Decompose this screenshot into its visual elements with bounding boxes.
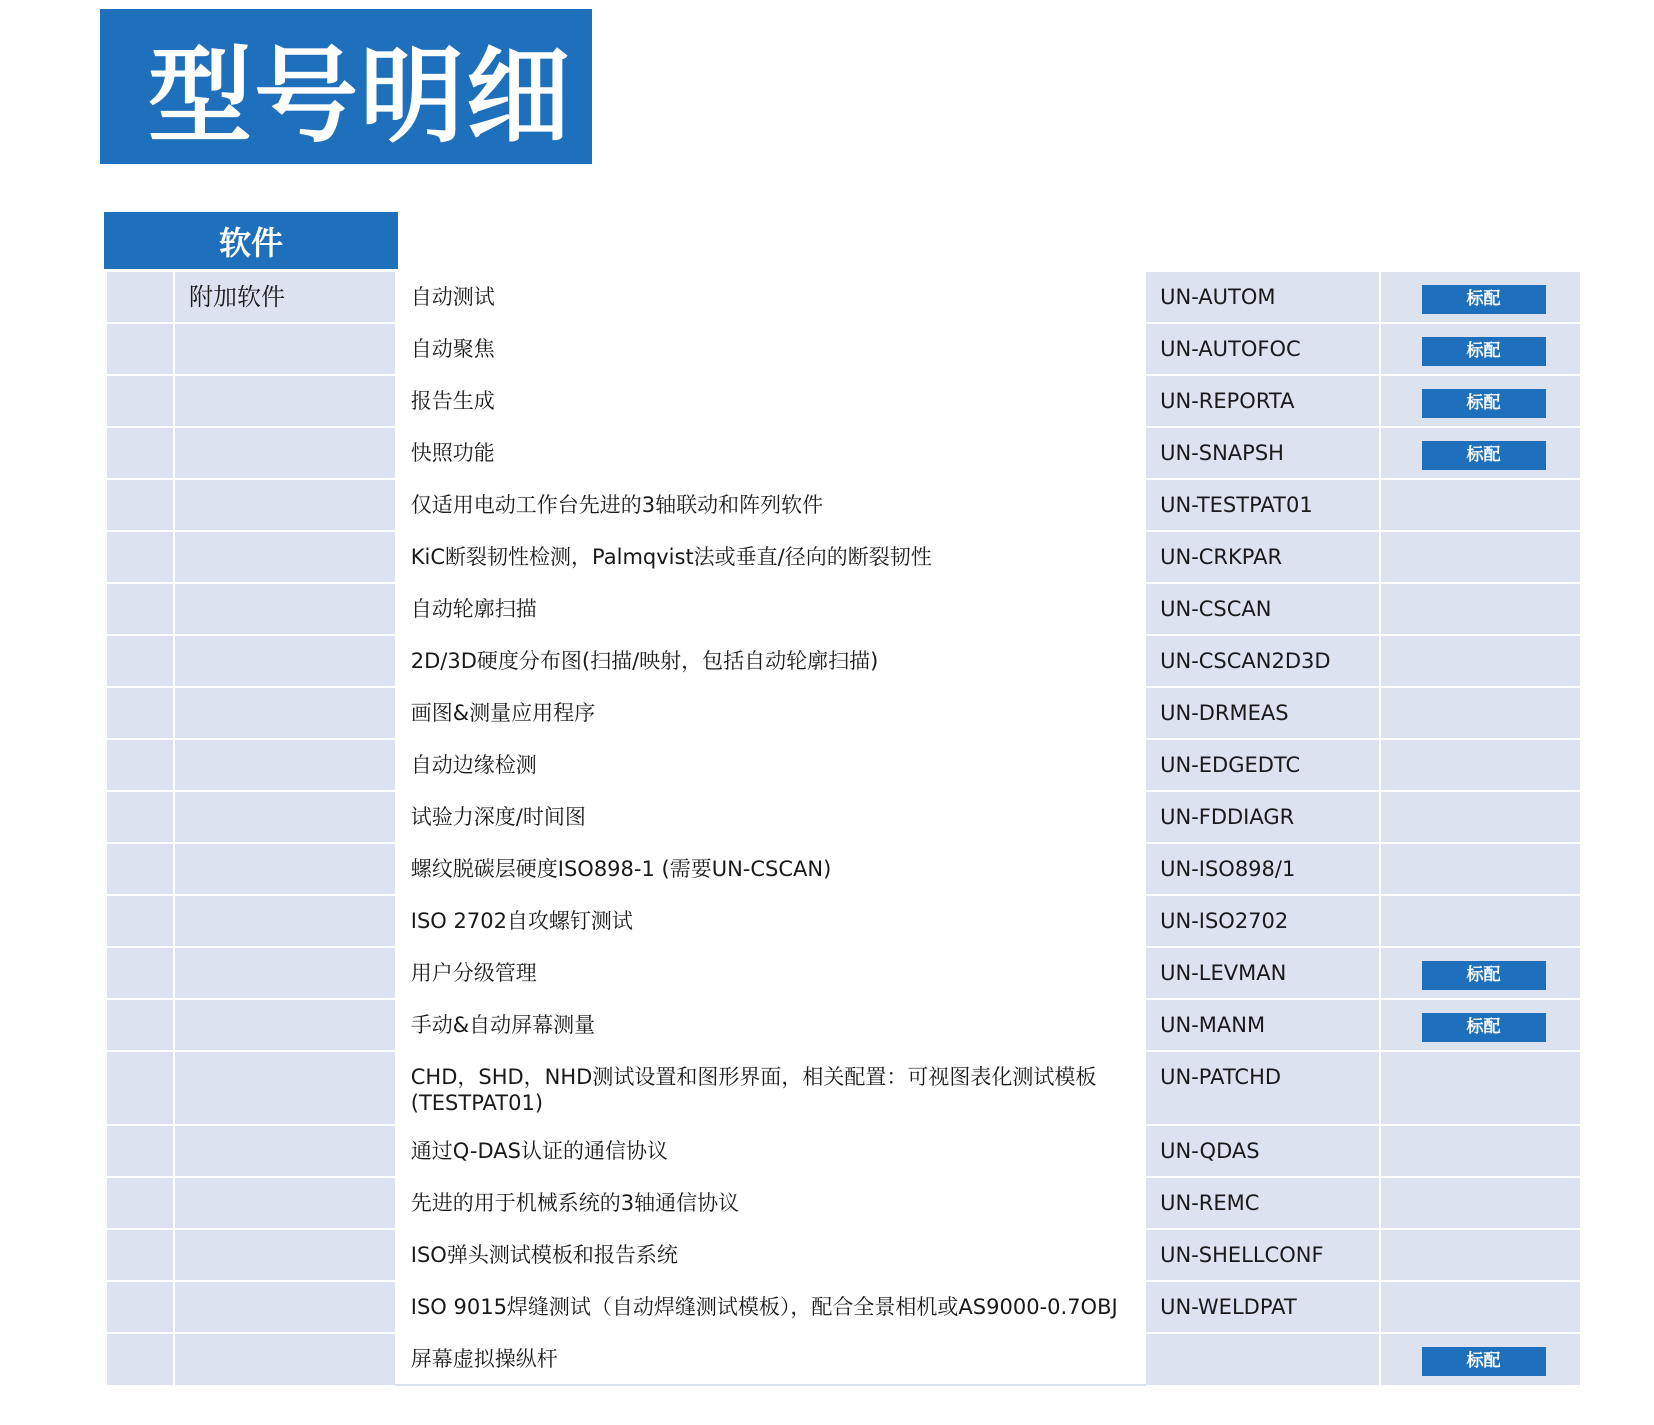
table-row <box>106 1177 1580 1229</box>
page-title: 型号明细 <box>100 9 592 164</box>
description-cell: 仅适用电动工作台先进的3轴联动和阵列软件 <box>396 479 1145 531</box>
standard-cell <box>1380 843 1580 895</box>
table-row <box>106 375 1580 427</box>
standard-cell <box>1380 1051 1580 1125</box>
category-cell <box>174 687 396 739</box>
row-index-cell <box>106 791 174 843</box>
category-cell <box>174 531 396 583</box>
model-code-cell: UN-SNAPSH <box>1145 427 1380 479</box>
standard-cell <box>1380 427 1580 479</box>
description-cell: 自动测试 <box>396 271 1145 323</box>
row-index-cell <box>106 375 174 427</box>
category-cell <box>174 427 396 479</box>
model-code-cell: UN-CRKPAR <box>1145 531 1380 583</box>
standard-badge: 标配 <box>1422 389 1546 418</box>
description-cell: 自动轮廓扫描 <box>396 583 1145 635</box>
description-cell: 画图&测量应用程序 <box>396 687 1145 739</box>
table-row <box>106 895 1580 947</box>
row-index-cell <box>106 583 174 635</box>
standard-cell <box>1380 1125 1580 1177</box>
standard-cell <box>1380 479 1580 531</box>
category-cell <box>174 1229 396 1281</box>
table-row <box>106 1281 1580 1333</box>
category-cell <box>174 947 396 999</box>
row-index-cell <box>106 1229 174 1281</box>
standard-cell <box>1380 895 1580 947</box>
standard-badge: 标配 <box>1422 961 1546 990</box>
model-code-cell: UN-WELDPAT <box>1145 1281 1380 1333</box>
category-cell <box>174 791 396 843</box>
table-row <box>106 687 1580 739</box>
row-index-cell <box>106 1051 174 1125</box>
table-row <box>106 635 1580 687</box>
description-cell: 试验力深度/时间图 <box>396 791 1145 843</box>
description-cell: CHD，SHD，NHD测试设置和图形界面，相关配置：可视图表化测试模板 (TESTPAT01) <box>396 1051 1145 1125</box>
standard-badge: 标配 <box>1422 1013 1546 1042</box>
table-row <box>106 843 1580 895</box>
model-code-cell: UN-ISO898/1 <box>1145 843 1380 895</box>
standard-cell <box>1380 739 1580 791</box>
standard-cell <box>1380 687 1580 739</box>
model-code-cell: UN-PATCHD <box>1145 1051 1380 1125</box>
description-cell: ISO弹头测试模板和报告系统 <box>396 1229 1145 1281</box>
description-cell: 通过Q-DAS认证的通信协议 <box>396 1125 1145 1177</box>
description-cell: 先进的用于机械系统的3轴通信协议 <box>396 1177 1145 1229</box>
row-index-cell <box>106 1177 174 1229</box>
model-code-cell: UN-LEVMAN <box>1145 947 1380 999</box>
model-code-cell: UN-CSCAN2D3D <box>1145 635 1380 687</box>
table-row <box>106 791 1580 843</box>
description-cell: 螺纹脱碳层硬度ISO898-1 (需要UN-CSCAN) <box>396 843 1145 895</box>
model-code-cell: UN-REMC <box>1145 1177 1380 1229</box>
standard-badge: 标配 <box>1422 337 1546 366</box>
category-cell <box>174 1281 396 1333</box>
standard-badge: 标配 <box>1422 1347 1546 1376</box>
standard-cell <box>1380 1333 1580 1385</box>
model-code-cell: UN-FDDIAGR <box>1145 791 1380 843</box>
description-cell: 2D/3D硬度分布图(扫描/映射，包括自动轮廓扫描) <box>396 635 1145 687</box>
category-cell: 附加软件 <box>174 271 396 323</box>
model-code-cell: UN-DRMEAS <box>1145 687 1380 739</box>
category-cell <box>174 375 396 427</box>
description-cell: 屏幕虚拟操纵杆 <box>396 1333 1145 1385</box>
table-row <box>106 271 1580 323</box>
table-row <box>106 323 1580 375</box>
row-index-cell <box>106 843 174 895</box>
model-code-cell: UN-MANM <box>1145 999 1380 1051</box>
row-index-cell <box>106 1333 174 1385</box>
description-cell: 自动聚焦 <box>396 323 1145 375</box>
description-cell: 快照功能 <box>396 427 1145 479</box>
description-cell: KiC断裂韧性检测，Palmqvist法或垂直/径向的断裂韧性 <box>396 531 1145 583</box>
row-index-cell <box>106 271 174 323</box>
model-code-cell: UN-AUTOFOC <box>1145 323 1380 375</box>
category-cell <box>174 999 396 1051</box>
category-cell <box>174 1051 396 1125</box>
standard-badge: 标配 <box>1422 441 1546 470</box>
category-cell <box>174 1125 396 1177</box>
row-index-cell <box>106 427 174 479</box>
standard-cell <box>1380 791 1580 843</box>
category-cell <box>174 739 396 791</box>
description-cell: ISO 2702自攻螺钉测试 <box>396 895 1145 947</box>
row-index-cell <box>106 999 174 1051</box>
standard-badge: 标配 <box>1422 285 1546 314</box>
row-index-cell <box>106 323 174 375</box>
standard-cell <box>1380 1229 1580 1281</box>
row-index-cell <box>106 947 174 999</box>
table-row <box>106 1333 1580 1385</box>
standard-cell <box>1380 1281 1580 1333</box>
description-cell: 手动&自动屏幕测量 <box>396 999 1145 1051</box>
category-cell <box>174 479 396 531</box>
model-code-cell: UN-TESTPAT01 <box>1145 479 1380 531</box>
description-cell: 报告生成 <box>396 375 1145 427</box>
row-index-cell <box>106 687 174 739</box>
row-index-cell <box>106 895 174 947</box>
model-code-cell: UN-QDAS <box>1145 1125 1380 1177</box>
category-cell <box>174 843 396 895</box>
row-index-cell <box>106 1281 174 1333</box>
description-cell: 自动边缘检测 <box>396 739 1145 791</box>
category-cell <box>174 1177 396 1229</box>
description-cell: 用户分级管理 <box>396 947 1145 999</box>
model-code-cell <box>1145 1333 1380 1385</box>
standard-cell <box>1380 323 1580 375</box>
table-row <box>106 1229 1580 1281</box>
category-cell <box>174 1333 396 1385</box>
category-cell <box>174 323 396 375</box>
standard-cell <box>1380 531 1580 583</box>
standard-cell <box>1380 583 1580 635</box>
category-cell <box>174 635 396 687</box>
standard-cell <box>1380 947 1580 999</box>
model-code-cell: UN-CSCAN <box>1145 583 1380 635</box>
model-code-cell: UN-AUTOM <box>1145 271 1380 323</box>
model-code-cell: UN-EDGEDTC <box>1145 739 1380 791</box>
row-index-cell <box>106 531 174 583</box>
table-row <box>106 1051 1580 1125</box>
row-index-cell <box>106 479 174 531</box>
category-cell <box>174 583 396 635</box>
row-index-cell <box>106 739 174 791</box>
standard-cell <box>1380 999 1580 1051</box>
standard-cell <box>1380 271 1580 323</box>
description-cell: ISO 9015焊缝测试（自动焊缝测试模板），配合全景相机或AS9000-0.7OBJ <box>396 1281 1145 1333</box>
table-row <box>106 739 1580 791</box>
model-code-cell: UN-ISO2702 <box>1145 895 1380 947</box>
table-row <box>106 427 1580 479</box>
standard-cell <box>1380 1177 1580 1229</box>
standard-cell <box>1380 375 1580 427</box>
standard-cell <box>1380 635 1580 687</box>
model-code-cell: UN-SHELLCONF <box>1145 1229 1380 1281</box>
row-index-cell <box>106 635 174 687</box>
table-row <box>106 999 1580 1051</box>
table-row <box>106 947 1580 999</box>
table-row <box>106 583 1580 635</box>
category-cell <box>174 895 396 947</box>
row-index-cell <box>106 1125 174 1177</box>
section-tab-software: 软件 <box>104 212 398 269</box>
table-row <box>106 479 1580 531</box>
model-code-cell: UN-REPORTA <box>1145 375 1380 427</box>
table-row <box>106 1125 1580 1177</box>
model-detail-table <box>105 270 1580 1386</box>
table-row <box>106 531 1580 583</box>
